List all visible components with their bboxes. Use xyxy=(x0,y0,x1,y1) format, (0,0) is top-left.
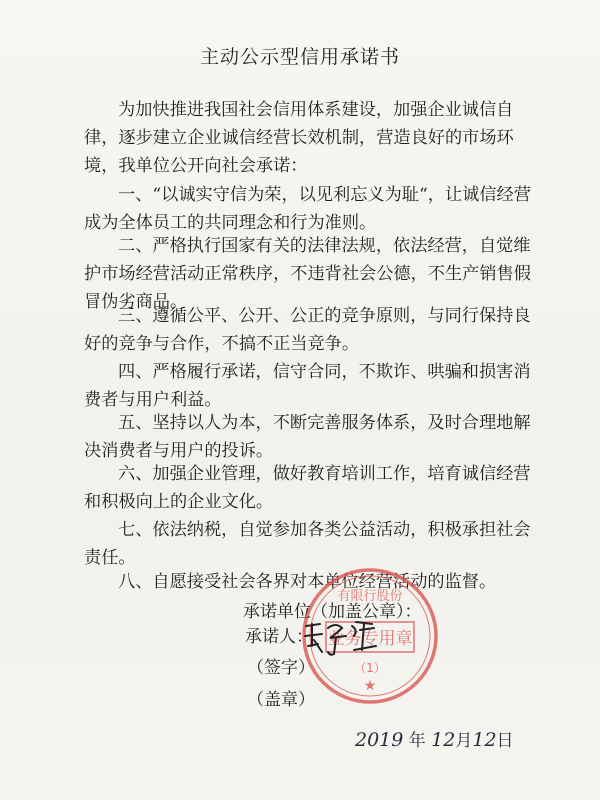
seal-star-icon: ★ xyxy=(363,678,377,694)
date-day: 12 xyxy=(472,729,497,751)
date-day-unit: 日 xyxy=(496,731,514,751)
commitment-item-8: 八、自愿接受社会各界对本单位经营活动的监督。 xyxy=(118,572,497,592)
commitment-item-1: 一、“以诚实守信为荣，以见利忘义为耻“，让诚信经营成为全体员工的共同理念和行为准则。 xyxy=(84,185,531,234)
commitment-item-5: 五、坚持以人为本，不断完善服务体系，及时合理地解决消费者与用户的投诉。 xyxy=(84,413,531,462)
handwritten-signature xyxy=(300,616,380,658)
sign-note: （签字） xyxy=(247,658,315,678)
intro-paragraph: 为加快推进我国社会信用体系建设，加强企业诚信自律，逐步建立企业诚信经营长效机制，营造良好的市场环境，我单位公开向社会承诺： xyxy=(84,100,514,177)
seal-text-top: 有限行股份 xyxy=(337,589,403,604)
commitment-item-7: 七、依法纳税，自觉参加各类公益活动，积极承担社会责任。 xyxy=(84,520,531,569)
seal-number: （1） xyxy=(354,661,386,675)
commitment-item-3: 三、遵循公平、公开、公正的竞争原则，与同行保持良好的竞争与合作，不搞不正当竞争。 xyxy=(84,306,531,355)
document-date xyxy=(355,726,514,751)
seal-note: （盖章） xyxy=(247,690,315,710)
commitment-item-6: 六、加强企业管理，做好教育培训工作，培育诚信经营和积极向上的企业文化。 xyxy=(84,464,531,513)
date-month-unit: 月 xyxy=(455,731,473,751)
seal-text-bottom: 业务专用章 xyxy=(327,629,413,649)
commitment-item-4: 四、严格履行承诺，信守合同，不欺诈、哄骗和损害消费者与用户利益。 xyxy=(84,362,531,411)
promise-unit-label: 承诺单位（加盖公章）： xyxy=(243,602,422,622)
date-year-unit: 年 xyxy=(408,731,426,751)
commitment-item-2: 二、严格执行国家有关的法律法规，依法经营，自觉维护市场经营活动正常秩序，不违背社会公德，不生产销售假冒伪劣商品。 xyxy=(84,236,531,313)
document-title: 主动公示型信用承诺书 xyxy=(199,46,400,68)
date-month: 12 xyxy=(431,729,456,751)
date-year: 2019 xyxy=(355,729,404,751)
promise-person-label: 承诺人： xyxy=(245,627,313,647)
